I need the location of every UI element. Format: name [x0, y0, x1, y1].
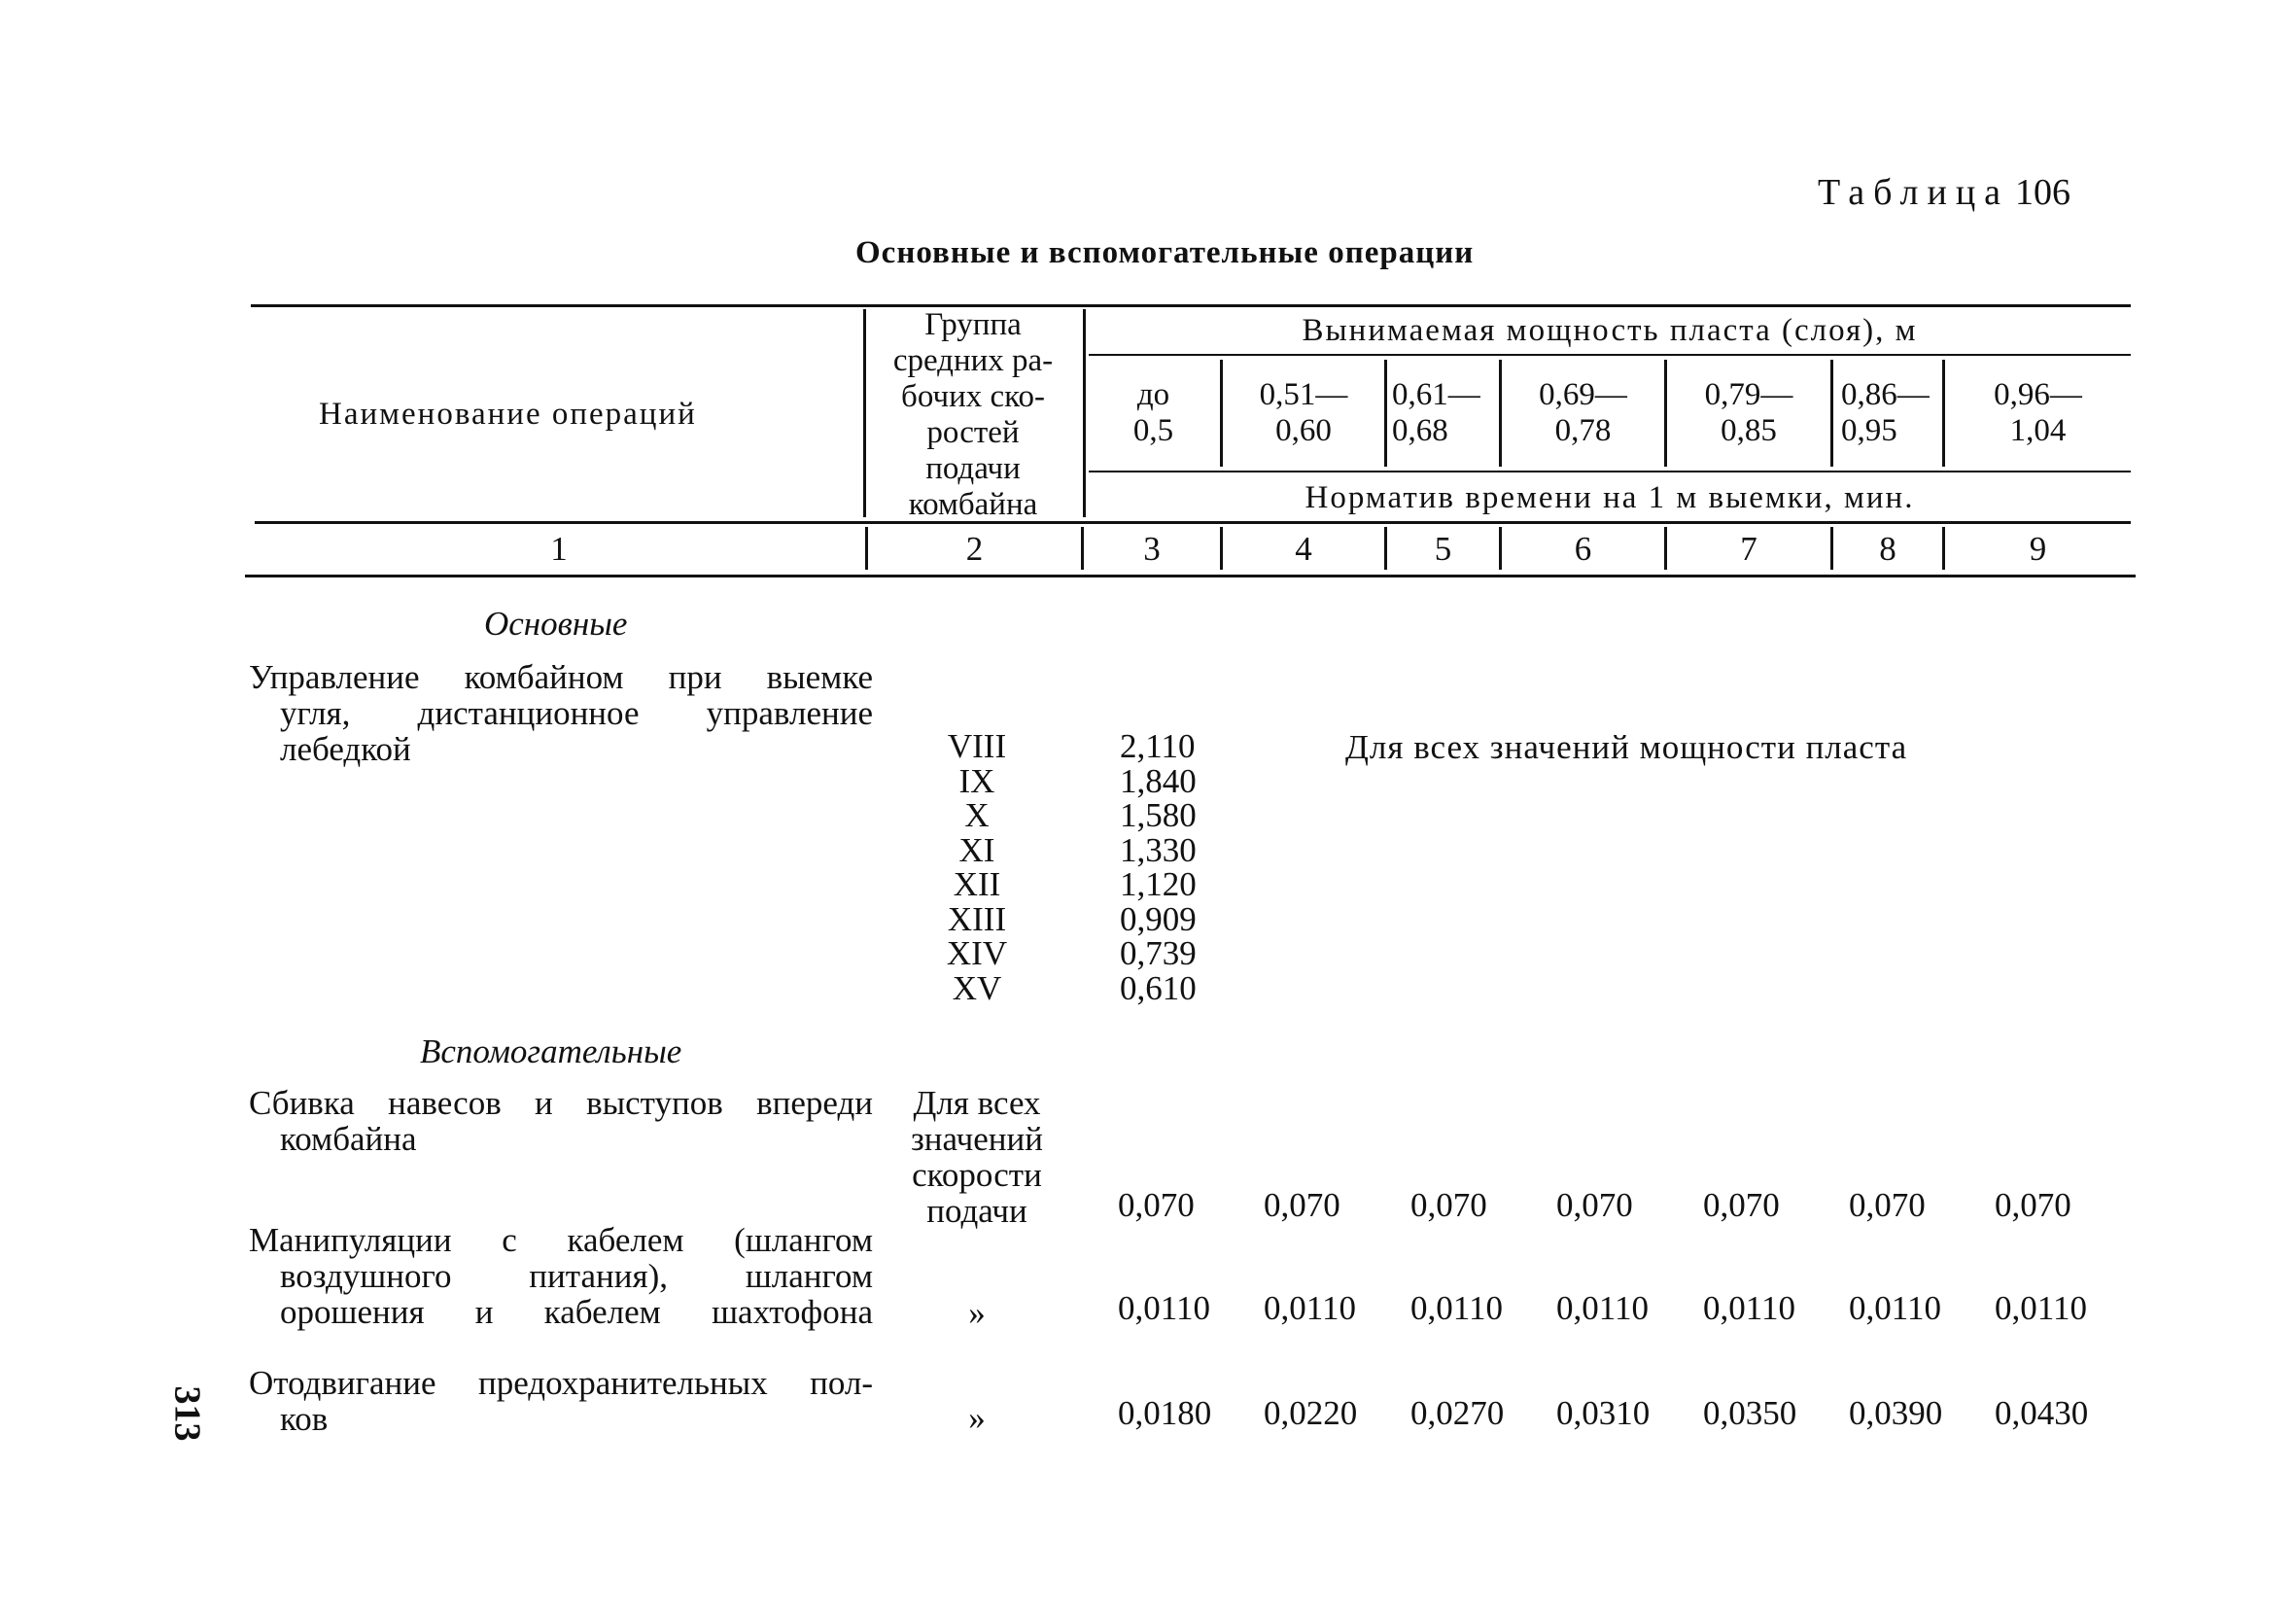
table-number-label: [1818, 171, 2070, 214]
header-range-4: [1502, 377, 1664, 449]
header-range-6: [1841, 377, 1942, 449]
time-value: 0,070: [1410, 1186, 1487, 1224]
range-line: 0,69—: [1539, 377, 1627, 412]
speed-group: XI: [958, 830, 995, 869]
time-value: 0,0220: [1264, 1394, 1358, 1432]
column-number: 4: [1295, 530, 1312, 568]
speed-group: IX: [958, 761, 995, 800]
range-line: 0,95: [1841, 413, 1897, 448]
operation-name-line: Управление комбайном при выемке: [249, 658, 873, 696]
time-value: 0,0350: [1703, 1394, 1797, 1432]
time-value: 1,120: [1120, 865, 1197, 903]
header-top-rule: [251, 304, 2131, 307]
speed-group: XV: [952, 968, 1002, 1007]
thickness-title-rule: [1089, 354, 2131, 356]
header-divider-range-2: [1384, 360, 1387, 467]
time-value: 0,070: [1264, 1186, 1340, 1224]
group-line: скорости: [912, 1156, 1042, 1194]
speed-group: XIII: [947, 899, 1007, 938]
time-value: 0,0110: [1410, 1289, 1503, 1327]
header-divider-col2-col3: [1083, 309, 1086, 517]
time-value: 0,0430: [1995, 1394, 2089, 1432]
time-value: 1,840: [1120, 761, 1197, 800]
time-value: 0,070: [1849, 1186, 1926, 1224]
operation-name-line: угля, дистанционное управление: [280, 694, 873, 732]
column-number: 9: [2029, 530, 2047, 568]
column-numbers-bottom-rule: [245, 575, 2136, 577]
header-speed-group-line: комбайна: [908, 487, 1038, 522]
main-operation-name: [249, 659, 873, 767]
header-speed-group: [865, 307, 1081, 523]
time-value: 0,070: [1995, 1186, 2071, 1224]
header-speed-group-line: Группа: [924, 307, 1022, 342]
header-speed-group-line: подачи: [925, 451, 1021, 486]
header-range-1: [1087, 377, 1220, 449]
main-operation-values: [1120, 729, 1197, 1005]
range-line: 0,60: [1275, 413, 1332, 448]
header-thickness-title: Вынимаемая мощность пласта (слоя), м: [1302, 313, 1918, 348]
time-value: 0,0110: [1703, 1289, 1795, 1327]
header-bottom-rule: [255, 521, 2131, 524]
table-number: 106: [2015, 172, 2071, 213]
column-number: 7: [1740, 530, 1757, 568]
range-line: 0,51—: [1259, 377, 1348, 412]
header-range-7: [1945, 377, 2131, 449]
page-number: 313: [166, 1385, 208, 1442]
header-operation-name: Наименование операций: [319, 397, 697, 432]
column-number: 6: [1574, 530, 1592, 568]
operation-name-line: Сбивка навесов и выступов впереди: [249, 1084, 873, 1122]
group-line: значений: [910, 1120, 1044, 1158]
operation-name-line: орошения и кабелем шахтофона: [280, 1293, 873, 1331]
range-line: 0,79—: [1704, 377, 1793, 412]
operation-name-line: воздушного питания), шлангом: [280, 1257, 873, 1295]
range-line: 0,78: [1554, 413, 1612, 448]
norm-title-rule: [1089, 471, 2131, 472]
group-line: подачи: [926, 1192, 1027, 1230]
aux-values-row-1: [0, 1186, 2296, 1230]
header-divider-range-5: [1830, 360, 1833, 467]
time-value: 0,610: [1120, 968, 1197, 1007]
time-value: 1,330: [1120, 830, 1197, 869]
header-speed-group-line: средних ра-: [892, 343, 1054, 378]
header-range-5: [1667, 377, 1830, 449]
speed-group: X: [964, 796, 990, 834]
time-value: 0,909: [1120, 899, 1197, 938]
aux-operation-group: »: [968, 1399, 986, 1437]
column-number: 1: [550, 530, 568, 568]
operation-name-line: лебедкой: [280, 730, 411, 768]
range-line: 0,85: [1721, 413, 1777, 448]
range-line: 0,61—: [1392, 377, 1480, 412]
operation-name-line: Манипуляции с кабелем (шлангом: [249, 1221, 873, 1259]
range-line: 1,04: [2009, 413, 2067, 448]
operation-name-line: комбайна: [280, 1120, 417, 1158]
time-value: 0,0270: [1410, 1394, 1505, 1432]
time-value: 0,0110: [1556, 1289, 1649, 1327]
column-number: 5: [1434, 530, 1452, 568]
aux-operation-name: [249, 1085, 873, 1157]
time-value: 0,0310: [1556, 1394, 1651, 1432]
time-value: 2,110: [1120, 727, 1196, 765]
column-number: 2: [965, 530, 984, 568]
time-value: 0,0110: [1849, 1289, 1941, 1327]
aux-values-row-2: [0, 1289, 2296, 1330]
speed-group: XIV: [946, 934, 1008, 972]
time-value: 0,0390: [1849, 1394, 1943, 1432]
time-value: 0,0110: [1118, 1289, 1210, 1327]
range-line: 0,96—: [1994, 377, 2082, 412]
range-line: 0,5: [1132, 413, 1174, 448]
time-value: 0,0180: [1118, 1394, 1212, 1432]
header-speed-group-line: бочих ско-: [901, 379, 1045, 414]
section-title-aux: Вспомогательные: [420, 1032, 682, 1070]
range-line: до: [1136, 377, 1170, 412]
time-value: 1,580: [1120, 796, 1197, 834]
operation-name-line: ков: [280, 1400, 329, 1438]
speed-group: VIII: [947, 727, 1007, 765]
header-speed-group-line: ростей: [926, 415, 1020, 450]
time-value: 0,070: [1556, 1186, 1633, 1224]
range-line: 0,86—: [1841, 377, 1930, 412]
header-norm-title: Норматив времени на 1 м выемки, мин.: [1305, 480, 1915, 515]
time-value: 0,070: [1703, 1186, 1780, 1224]
header-range-3: [1392, 377, 1499, 449]
column-number: 8: [1879, 530, 1896, 568]
range-line: 0,68: [1392, 413, 1448, 448]
header-range-2: [1223, 377, 1384, 449]
column-number: 3: [1143, 530, 1161, 568]
main-operation-note: Для всех значений мощности пласта: [1345, 728, 1908, 766]
main-operation-groups: [914, 729, 1040, 1005]
time-value: 0,0110: [1995, 1289, 2087, 1327]
time-value: 0,070: [1118, 1186, 1195, 1224]
table-label-text: Таблица: [1818, 172, 2010, 213]
group-line: Для всех: [913, 1084, 1041, 1122]
table-caption: Основные и вспомогательные операции: [855, 235, 1475, 270]
operation-name-line: Отодвигание предохранительных пол-: [249, 1364, 873, 1402]
time-value: 0,739: [1120, 934, 1197, 972]
section-title-main: Основные: [484, 605, 628, 643]
time-value: 0,0110: [1264, 1289, 1356, 1327]
aux-values-row-3: [0, 1394, 2296, 1438]
speed-group: XII: [953, 865, 1001, 903]
aux-operation-group: »: [968, 1294, 986, 1332]
